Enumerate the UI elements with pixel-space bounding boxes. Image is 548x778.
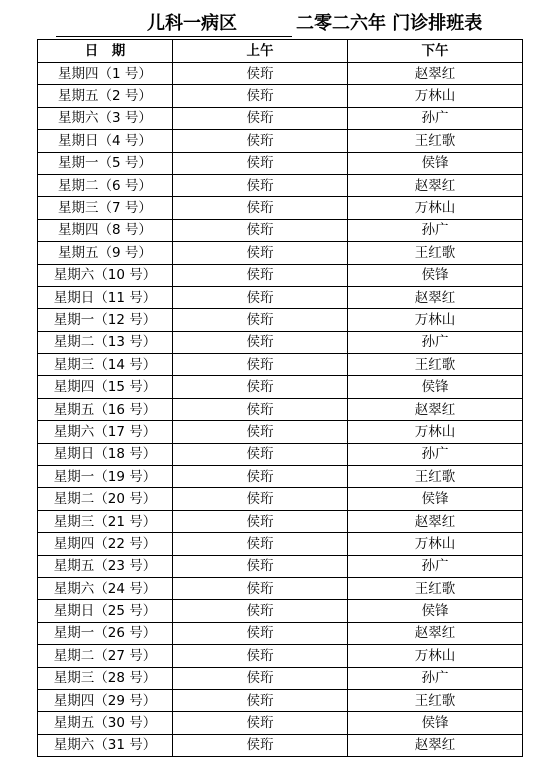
- morning-cell: 侯珩: [173, 443, 348, 465]
- date-cell: 星期四（22 号）: [38, 533, 173, 555]
- table-row: [38, 354, 523, 376]
- table-row: [38, 555, 523, 577]
- table-header-row: [38, 40, 523, 63]
- title-underline: [56, 36, 292, 37]
- table-row: [38, 197, 523, 219]
- table-row: [38, 689, 523, 711]
- afternoon-cell: 王红歌: [348, 689, 523, 711]
- table-row: [38, 466, 523, 488]
- table-row: [38, 152, 523, 174]
- morning-cell: 侯珩: [173, 577, 348, 599]
- afternoon-cell: 孙广: [348, 107, 523, 129]
- table-row: [38, 510, 523, 532]
- date-cell: 星期六（31 号）: [38, 734, 173, 756]
- afternoon-cell: 侯锋: [348, 376, 523, 398]
- morning-cell: 侯珩: [173, 219, 348, 241]
- morning-cell: 侯珩: [173, 466, 348, 488]
- afternoon-cell: 侯锋: [348, 488, 523, 510]
- morning-cell: 侯珩: [173, 242, 348, 264]
- table-row: [38, 712, 523, 734]
- morning-cell: 侯珩: [173, 734, 348, 756]
- date-cell: 星期五（23 号）: [38, 555, 173, 577]
- table-row: [38, 533, 523, 555]
- date-cell: 星期三（14 号）: [38, 354, 173, 376]
- table-row: [38, 376, 523, 398]
- header-date: 日 期: [38, 40, 173, 63]
- date-cell: 星期二（13 号）: [38, 331, 173, 353]
- morning-cell: 侯珩: [173, 533, 348, 555]
- table-row: [38, 667, 523, 689]
- date-cell: 星期日（18 号）: [38, 443, 173, 465]
- date-cell: 星期四（8 号）: [38, 219, 173, 241]
- table-row: [38, 577, 523, 599]
- morning-cell: 侯珩: [173, 421, 348, 443]
- morning-cell: 侯珩: [173, 264, 348, 286]
- date-cell: 星期一（19 号）: [38, 466, 173, 488]
- afternoon-cell: 侯锋: [348, 600, 523, 622]
- table-row: [38, 600, 523, 622]
- afternoon-cell: 王红歌: [348, 242, 523, 264]
- morning-cell: 侯珩: [173, 510, 348, 532]
- afternoon-cell: 万林山: [348, 645, 523, 667]
- table-row: [38, 443, 523, 465]
- morning-cell: 侯珩: [173, 85, 348, 107]
- table-row: [38, 85, 523, 107]
- date-cell: 星期六（24 号）: [38, 577, 173, 599]
- morning-cell: 侯珩: [173, 555, 348, 577]
- afternoon-cell: 侯锋: [348, 712, 523, 734]
- date-cell: 星期六（17 号）: [38, 421, 173, 443]
- date-cell: 星期五（9 号）: [38, 242, 173, 264]
- table-row: [38, 421, 523, 443]
- table-row: [38, 398, 523, 420]
- afternoon-cell: 赵翠红: [348, 63, 523, 85]
- schedule-heading: 二零二六年 门诊排班表: [296, 13, 483, 34]
- afternoon-cell: 赵翠红: [348, 174, 523, 196]
- afternoon-cell: 王红歌: [348, 466, 523, 488]
- afternoon-cell: 王红歌: [348, 577, 523, 599]
- table-row: [38, 264, 523, 286]
- afternoon-cell: 赵翠红: [348, 510, 523, 532]
- morning-cell: 侯珩: [173, 63, 348, 85]
- table-row: [38, 130, 523, 152]
- date-cell: 星期四（15 号）: [38, 376, 173, 398]
- table-row: [38, 734, 523, 756]
- morning-cell: 侯珩: [173, 398, 348, 420]
- date-cell: 星期六（3 号）: [38, 107, 173, 129]
- date-cell: 星期六（10 号）: [38, 264, 173, 286]
- table-row: [38, 63, 523, 85]
- table-row: [38, 107, 523, 129]
- morning-cell: 侯珩: [173, 622, 348, 644]
- morning-cell: 侯珩: [173, 376, 348, 398]
- header-morning: 上午: [173, 40, 348, 63]
- schedule-table: [37, 39, 523, 757]
- morning-cell: 侯珩: [173, 174, 348, 196]
- table-row: [38, 242, 523, 264]
- afternoon-cell: 孙广: [348, 443, 523, 465]
- afternoon-cell: 万林山: [348, 309, 523, 331]
- date-cell: 星期一（5 号）: [38, 152, 173, 174]
- morning-cell: 侯珩: [173, 689, 348, 711]
- date-cell: 星期五（30 号）: [38, 712, 173, 734]
- date-cell: 星期一（12 号）: [38, 309, 173, 331]
- table-row: [38, 488, 523, 510]
- afternoon-cell: 赵翠红: [348, 622, 523, 644]
- afternoon-cell: 万林山: [348, 533, 523, 555]
- date-cell: 星期五（16 号）: [38, 398, 173, 420]
- afternoon-cell: 孙广: [348, 219, 523, 241]
- date-cell: 星期三（21 号）: [38, 510, 173, 532]
- table-row: [38, 331, 523, 353]
- afternoon-cell: 王红歌: [348, 354, 523, 376]
- morning-cell: 侯珩: [173, 645, 348, 667]
- afternoon-cell: 赵翠红: [348, 398, 523, 420]
- date-cell: 星期五（2 号）: [38, 85, 173, 107]
- afternoon-cell: 王红歌: [348, 130, 523, 152]
- date-cell: 星期二（20 号）: [38, 488, 173, 510]
- afternoon-cell: 万林山: [348, 85, 523, 107]
- date-cell: 星期三（7 号）: [38, 197, 173, 219]
- table-row: [38, 219, 523, 241]
- morning-cell: 侯珩: [173, 488, 348, 510]
- schedule-rows: [38, 63, 523, 757]
- morning-cell: 侯珩: [173, 286, 348, 308]
- afternoon-cell: 孙广: [348, 331, 523, 353]
- table-row: [38, 622, 523, 644]
- morning-cell: 侯珩: [173, 309, 348, 331]
- afternoon-cell: 万林山: [348, 421, 523, 443]
- afternoon-cell: 赵翠红: [348, 734, 523, 756]
- morning-cell: 侯珩: [173, 152, 348, 174]
- morning-cell: 侯珩: [173, 197, 348, 219]
- morning-cell: 侯珩: [173, 130, 348, 152]
- afternoon-cell: 万林山: [348, 197, 523, 219]
- date-cell: 星期一（26 号）: [38, 622, 173, 644]
- morning-cell: 侯珩: [173, 354, 348, 376]
- morning-cell: 侯珩: [173, 600, 348, 622]
- date-cell: 星期二（6 号）: [38, 174, 173, 196]
- department-title: 儿科一病区: [147, 13, 237, 34]
- morning-cell: 侯珩: [173, 107, 348, 129]
- date-cell: 星期日（4 号）: [38, 130, 173, 152]
- table-row: [38, 645, 523, 667]
- date-cell: 星期四（1 号）: [38, 63, 173, 85]
- morning-cell: 侯珩: [173, 712, 348, 734]
- morning-cell: 侯珩: [173, 331, 348, 353]
- afternoon-cell: 孙广: [348, 667, 523, 689]
- table-row: [38, 174, 523, 196]
- afternoon-cell: 侯锋: [348, 152, 523, 174]
- table-row: [38, 309, 523, 331]
- header-afternoon: 下午: [348, 40, 523, 63]
- date-cell: 星期三（28 号）: [38, 667, 173, 689]
- date-cell: 星期二（27 号）: [38, 645, 173, 667]
- afternoon-cell: 侯锋: [348, 264, 523, 286]
- morning-cell: 侯珩: [173, 667, 348, 689]
- date-cell: 星期日（11 号）: [38, 286, 173, 308]
- afternoon-cell: 赵翠红: [348, 286, 523, 308]
- afternoon-cell: 孙广: [348, 555, 523, 577]
- table-row: [38, 286, 523, 308]
- date-cell: 星期四（29 号）: [38, 689, 173, 711]
- date-cell: 星期日（25 号）: [38, 600, 173, 622]
